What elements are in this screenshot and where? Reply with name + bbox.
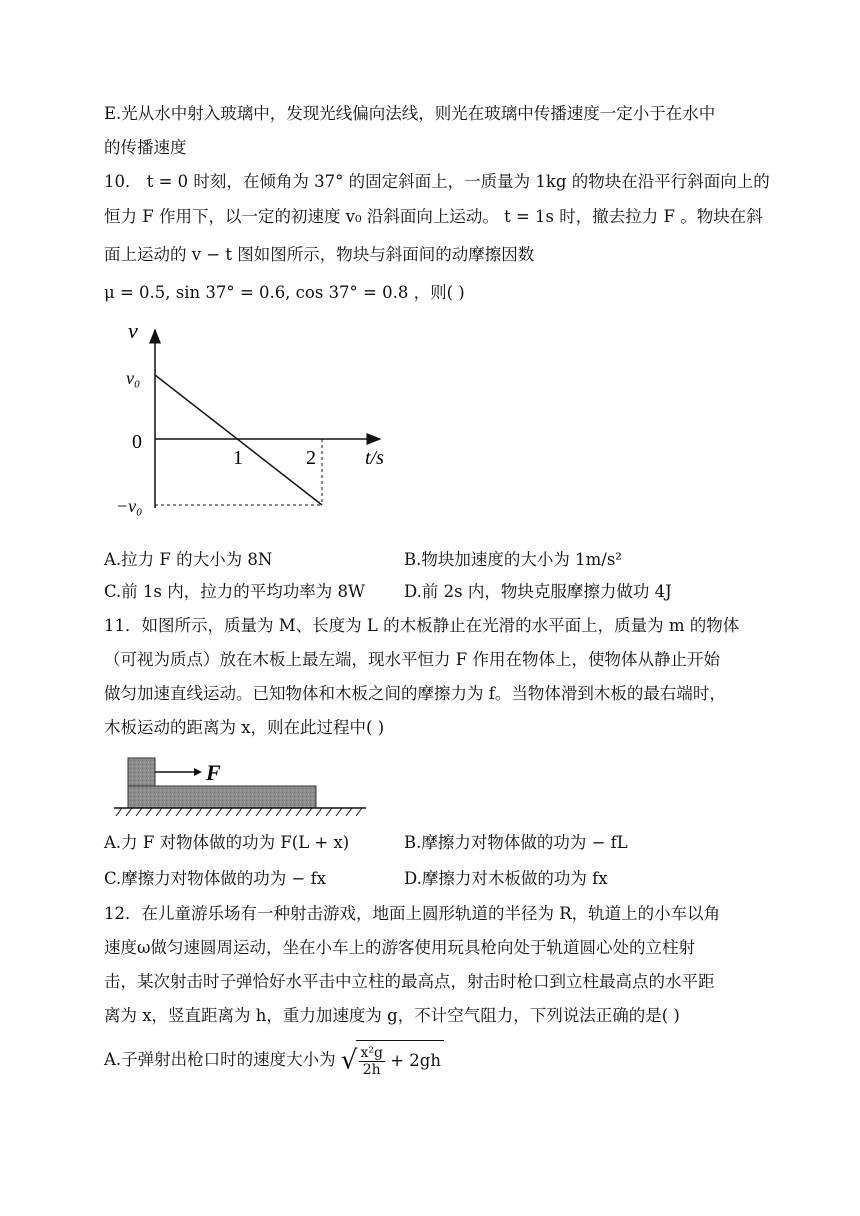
- sqrt-body: [356, 1040, 445, 1081]
- q11-option-c: C.摩擦力对物体做的功为 − fx: [104, 869, 327, 888]
- q10-option-b: B.物块加速度的大小为 1m/s²: [404, 550, 622, 569]
- q12-stem-line4: 离为 x，竖直距离为 h，重力加速度为 g，不计空气阻力，下列说法正确的是( ): [104, 1006, 680, 1025]
- q10-option-d: D.前 2s 内，物块克服摩擦力做功 4J: [404, 582, 672, 601]
- q11-option-d: D.摩擦力对木板做的功为 fx: [404, 869, 608, 888]
- q11-stem-line3: 做匀加速直线运动。已知物体和木板之间的摩擦力为 f。当物体滑到木板的最右端时，: [104, 684, 726, 703]
- q10-option-a: A.拉力 F 的大小为 8N: [104, 550, 273, 569]
- q11-stem-line4: 木板运动的距离为 x，则在此过程中( ): [104, 718, 385, 737]
- vt-line: [155, 375, 322, 505]
- q12-stem-line2: 速度ω做匀速圆周运动，坐在小车上的游客使用玩具枪向处于轨道圆心处的立柱射: [104, 938, 695, 957]
- board-M: [128, 786, 316, 808]
- q10-option-c: C.前 1s 内，拉力的平均功率为 8W: [104, 582, 365, 601]
- tick-2-label: 2: [306, 447, 316, 469]
- q12-stem-line1: 12．在儿童游乐场有一种射击游戏，地面上圆形轨道的半径为 R，轨道上的小车以角: [104, 904, 721, 923]
- fraction: [359, 1045, 385, 1078]
- q10-stem-line4: μ = 0.5, sin 37° = 0.6, cos 37° = 0.8 ，则( ): [104, 283, 465, 302]
- q12-option-a-prefix: A.子弹射出枪口时的速度大小为: [104, 1050, 336, 1069]
- board-block-figure: [110, 752, 372, 818]
- q12-option-a: [104, 1040, 444, 1081]
- q11-stem-line2: （可视为质点）放在木板上最左端，现水平恒力 F 作用在物体上，使物体从静止开始: [104, 650, 720, 669]
- q10-stem-line1: 10． t = 0 时刻，在倾角为 37° 的固定斜面上，一质量为 1kg 的物块在沿平行斜面向上的: [104, 172, 770, 191]
- t-axis-label: t/s: [365, 447, 384, 469]
- neg-v0-label: −v₀: [116, 496, 143, 516]
- sqrt-sign: √: [340, 1045, 358, 1076]
- vt-graph: [112, 318, 392, 528]
- q10-stem-line3: 面上运动的 v − t 图如图所示，物块与斜面间的动摩擦因数: [104, 245, 535, 264]
- force-label: F: [206, 760, 221, 785]
- q10-stem-line2: 恒力 F 作用下，以一定的初速度 v₀ 沿斜面向上运动。 t = 1s 时，撤去拉力 F 。物块在斜: [104, 207, 763, 226]
- zero-label: 0: [132, 431, 142, 453]
- ground-hatch: [116, 808, 362, 816]
- q11-option-a: A.力 F 对物体做的功为 F(L + x): [104, 833, 350, 852]
- q12-stem-line3: 击，某次射击时子弹恰好水平击中立柱的最高点，射击时枪口到立柱最高点的水平距: [104, 972, 715, 991]
- q11-stem-line1: 11．如图所示，质量为 M、长度为 L 的木板静止在光滑的水平面上，质量为 m 的物体: [104, 616, 740, 635]
- q9-option-e-line2: 的传播速度: [104, 138, 187, 157]
- fraction-denominator: 2h: [362, 1062, 381, 1078]
- tick-1-label: 1: [233, 447, 243, 469]
- q9-option-e-line1: E.光从水中射入玻璃中，发现光线偏向法线，则光在玻璃中传播速度一定小于在水中: [104, 104, 716, 123]
- fraction-tail: + 2gh: [390, 1051, 441, 1070]
- v0-label: v₀: [126, 368, 141, 388]
- fraction-numerator: x²g: [360, 1045, 383, 1061]
- q11-option-b: B.摩擦力对物体做的功为 − fL: [404, 833, 628, 852]
- v-axis-label: v: [128, 318, 138, 343]
- block-m: [128, 758, 155, 786]
